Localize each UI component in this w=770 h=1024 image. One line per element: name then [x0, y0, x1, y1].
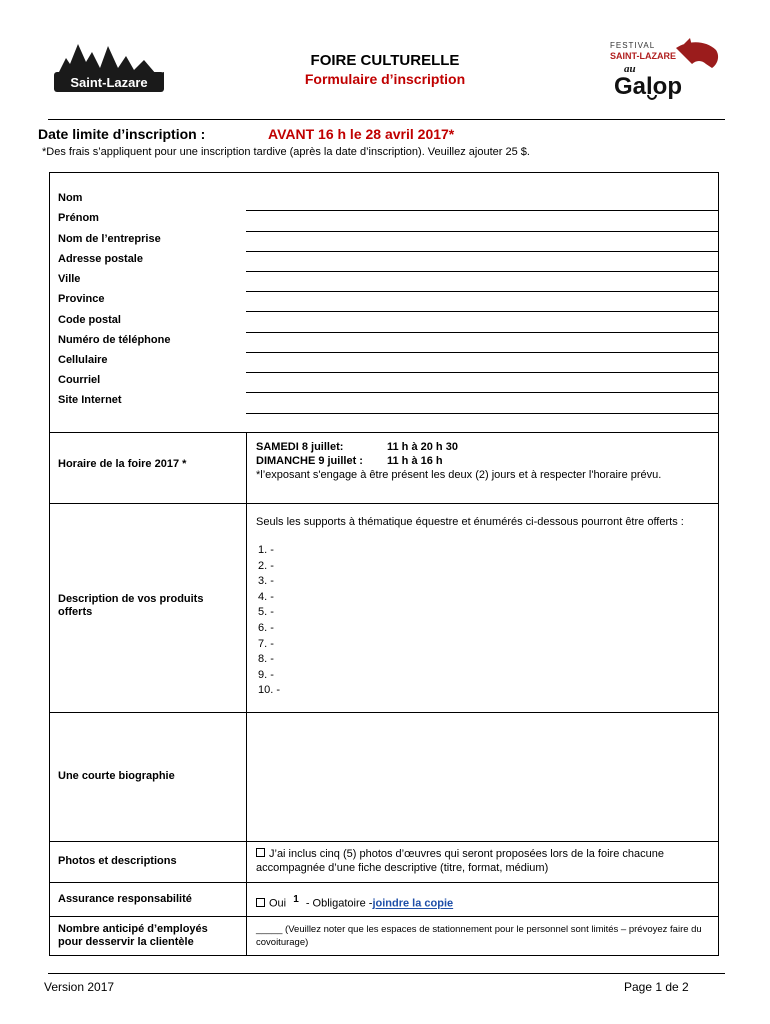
field-input-code-postal[interactable] [246, 332, 718, 333]
deadline-value: AVANT 16 h le 28 avril 2017* [268, 126, 455, 142]
field-label-cellulaire: Cellulaire [58, 354, 108, 366]
insurance-oui: Oui [269, 897, 287, 910]
svg-text:FESTIVAL: FESTIVAL [610, 41, 656, 50]
field-label-prenom: Prénom [58, 212, 99, 224]
svg-text:SAINT-LAZARE: SAINT-LAZARE [610, 51, 676, 61]
field-input-entreprise[interactable] [246, 251, 718, 252]
list-item[interactable]: 3. - [258, 575, 274, 588]
saint-lazare-logo [52, 38, 168, 98]
footer-divider [48, 973, 725, 974]
photos-text [256, 847, 706, 875]
list-item[interactable]: 7. - [258, 637, 274, 650]
list-item[interactable]: 6. - [258, 621, 274, 634]
products-intro: Seuls les supports à thématique équestre et énumérés ci-dessous pourront être offerts : [256, 516, 684, 528]
header-divider [48, 119, 725, 120]
insurance-checkbox[interactable] [256, 898, 265, 907]
schedule-sunday-hours: 11 h à 16 h [387, 455, 443, 467]
schedule-saturday-label: SAMEDI 8 juillet: [256, 441, 344, 453]
field-label-province: Province [58, 293, 105, 305]
products-label: Description de vos produits offerts [58, 593, 204, 618]
field-label-code-postal: Code postal [58, 314, 121, 326]
field-label-telephone: Numéro de téléphone [58, 334, 171, 346]
field-input-telephone[interactable] [246, 352, 718, 353]
deadline-label: Date limite d’inscription : [38, 126, 206, 142]
schedule-note: *l’exposant s'engage à être présent les deux (2) jours et à respecter l'horaire prévu. [256, 469, 662, 481]
document-subtitle: Formulaire d’inscription [304, 71, 466, 87]
photos-label: Photos et descriptions [58, 855, 177, 867]
field-input-courriel[interactable] [246, 392, 718, 393]
field-input-prenom[interactable] [246, 231, 718, 232]
row-divider [49, 882, 719, 883]
insurance-label: Assurance responsabilité [58, 893, 192, 905]
field-label-entreprise: Nom de l’entreprise [58, 233, 161, 245]
list-item[interactable]: 2. - [258, 559, 274, 572]
document-title: FOIRE CULTURELLE [310, 52, 460, 69]
insurance-row [256, 893, 453, 911]
schedule-saturday-hours: 11 h à 20 h 30 [387, 441, 458, 453]
left-logo-text: Saint-Lazare [70, 75, 148, 90]
photos-description: J’ai inclus cinq (5) photos d’œuvres qui seront proposées lors de la foire chacune accompagnée d’une fiche descriptive (titre, format, médium) [256, 848, 664, 874]
svg-text:au: au [624, 63, 636, 75]
row-divider [49, 841, 719, 842]
field-input-cellulaire[interactable] [246, 372, 718, 373]
products-list [258, 543, 280, 699]
field-label-site-internet: Site Internet [58, 394, 122, 406]
field-input-province[interactable] [246, 311, 718, 312]
column-divider [246, 432, 247, 956]
row-divider [49, 503, 719, 504]
field-label-ville: Ville [58, 273, 81, 285]
festival-galop-logo [606, 38, 722, 100]
list-item[interactable]: 9. - [258, 668, 274, 681]
row-divider [49, 916, 719, 917]
list-item[interactable]: 1. - [258, 544, 274, 556]
footnote-mark: 1 [293, 894, 299, 905]
insurance-mandatory: - Obligatoire - [305, 897, 373, 910]
field-label-nom: Nom [58, 192, 83, 204]
list-item[interactable]: 10. - [258, 684, 281, 697]
attach-copy-link[interactable]: joindre la copie [372, 897, 454, 910]
list-item[interactable]: 8. - [258, 653, 274, 666]
field-input-adresse[interactable] [246, 271, 718, 272]
list-item[interactable]: 4. - [258, 590, 274, 603]
field-input-ville[interactable] [246, 291, 718, 292]
biography-label: Une courte biographie [58, 770, 175, 782]
list-item[interactable]: 5. - [258, 606, 274, 619]
employees-label: Nombre anticipé d’employés pour desservir la clientèle [58, 923, 208, 948]
photos-checkbox[interactable] [256, 848, 265, 857]
field-label-courriel: Courriel [58, 374, 101, 386]
field-input-nom[interactable] [246, 210, 718, 211]
row-divider [49, 432, 719, 433]
row-divider [49, 712, 719, 713]
schedule-label: Horaire de la foire 2017 * [58, 458, 187, 470]
employees-text: _____ (Veuillez noter que les espaces de stationnement pour le personnel sont limités – prévoyez faire du covoiturage) [256, 924, 702, 948]
late-fee-note: *Des frais s’appliquent pour une inscription tardive (après la date d’inscription). Veuillez ajouter 25 $. [42, 146, 530, 158]
field-label-adresse: Adresse postale [58, 253, 143, 265]
schedule-sunday-label: DIMANCHE 9 juillet : [256, 455, 363, 467]
svg-text:Galop: Galop [614, 73, 683, 100]
footer-page-number: Page 1 de 2 [624, 980, 689, 994]
biography-input[interactable] [248, 714, 717, 840]
field-input-site-internet[interactable] [246, 413, 718, 414]
footer-version: Version 2017 [44, 980, 115, 994]
